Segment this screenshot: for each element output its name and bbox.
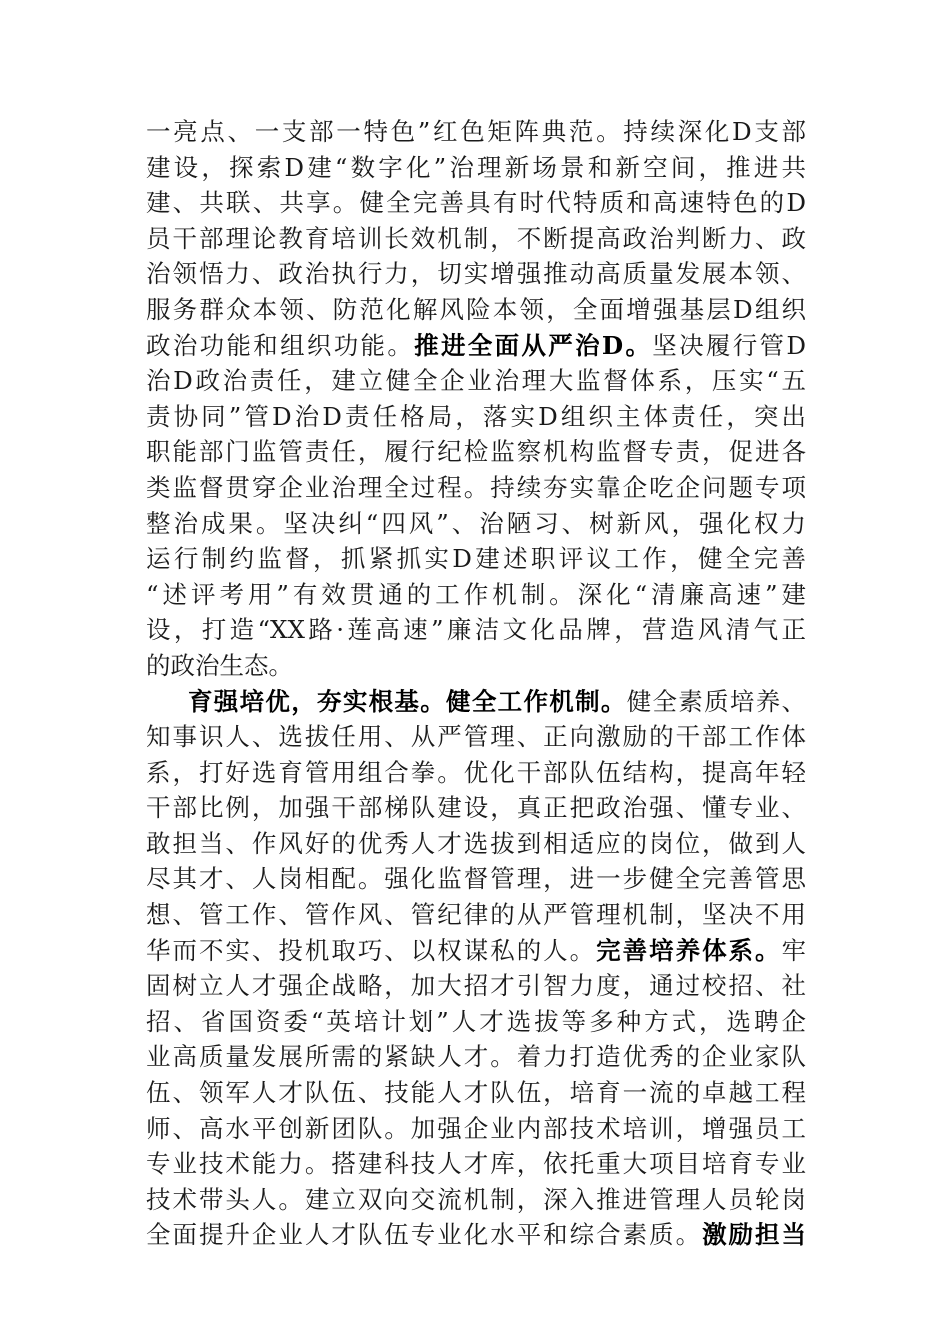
text-line [146,1075,806,1111]
body-text: 固树立人才强企战略，加大招才引智力度，通过校招、社 [146,971,806,1001]
text-line [146,933,806,969]
body-text: 想、管工作、管作风、管纪律的从严管理机制，坚决不用 [146,900,806,930]
body-text: 运行制约监督，抓紧抓实D建述职评议工作，健全完善 [146,544,806,574]
text-line [146,1111,806,1147]
body-text: 业高质量发展所需的紧缺人才。着力打造优秀的企业家队 [146,1042,806,1072]
body-text: 职能部门监管责任，履行纪检监察机构监督专责，促进各 [146,437,806,467]
text-line [146,719,806,755]
body-text: 整治成果。坚决纠“四风”、治陋习、树新风，强化权力 [146,508,806,538]
body-text: 知事识人、选拔任用、从严管理、正向激励的干部工作体 [146,722,806,752]
text-line [146,612,806,648]
body-text: 尽其才、人岗相配。强化监督管理，进一步健全完善管思 [146,864,806,894]
text-line [146,1004,806,1040]
body-text: 师、高水平创新团队。加强企业内部技术培训，增强员工 [146,1113,806,1143]
body-text: 建、共联、共享。健全完善具有时代特质和高速特色的D [146,188,806,218]
body-text: 设，打造“XX路·莲高速”廉洁文化品牌，营造风清气正 [146,615,806,645]
bold-heading: 激励担当 [702,1220,806,1250]
text-line [146,434,806,470]
bold-heading: 推进全面从严治D。 [414,330,653,360]
text-line [146,506,806,542]
text-line [146,363,806,399]
text-line [146,221,806,257]
text-line [146,114,806,150]
text-line [146,790,806,826]
text-line [146,256,806,292]
text-line [146,684,806,720]
body-text: 牢 [781,935,807,965]
body-text: 技术带头人。建立双向交流机制，深入推进管理人员轮岗 [146,1184,806,1214]
text-line [146,861,806,897]
body-text: 一亮点、一支部一特色”红色矩阵典范。持续深化D支部 [146,117,806,146]
text-line [146,541,806,577]
text-line [146,150,806,186]
bold-heading: 完善培养体系。 [596,935,782,965]
body-text: 专业技术能力。搭建科技人才库，依托重大项目培育专业 [146,1149,806,1179]
body-text: 治D政治责任，建立健全企业治理大监督体系，压实“五 [146,366,806,396]
text-line [146,328,806,364]
bold-heading: 健全工作机制。 [446,686,627,716]
body-text: 伍、领军人才队伍、技能人才队伍，培育一流的卓越工程 [146,1078,806,1108]
body-text: 的政治生态。 [146,650,293,680]
body-text: 建设，探索D建“数字化”治理新场景和新空间，推进共 [146,152,806,182]
text-line [146,1182,806,1218]
body-text: 全面提升企业人才队伍专业化水平和综合素质。 [146,1220,703,1250]
text-line [146,1039,806,1075]
text-line [146,1217,806,1253]
text-line [146,577,806,613]
body-text: 治领悟力、政治执行力，切实增强推动高质量发展本领、 [146,259,806,289]
body-text: 坚决履行管D [652,330,806,360]
body-text: 责协同”管D治D责任格局，落实D组织主体责任，突出 [146,401,806,431]
document-body [146,114,806,1253]
body-text: 系，打好选育管用组合拳。优化干部队伍结构，提高年轻 [146,757,806,787]
text-line [146,897,806,933]
text-line [146,185,806,221]
body-text: 类监督贯穿企业治理全过程。持续夯实靠企吃企问题专项 [146,472,806,502]
text-line [146,826,806,862]
body-text: 华而不实、投机取巧、以权谋私的人。 [146,935,597,965]
text-line [146,1146,806,1182]
text-line [146,399,806,435]
text-line [146,648,806,684]
text-line [146,292,806,328]
text-line [146,470,806,506]
body-text: 健全素质培养、 [626,686,807,716]
text-line [146,968,806,1004]
text-line [146,755,806,791]
bold-heading: 育强培优，夯实根基。 [188,686,447,716]
body-text: 招、省国资委“英培计划”人才选拔等多种方式，选聘企 [146,1006,806,1036]
body-text: 干部比例，加强干部梯队建设，真正把政治强、懂专业、 [146,793,806,823]
body-text: 服务群众本领、防范化解风险本领，全面增强基层D组织 [146,294,806,324]
body-text: 政治功能和组织功能。 [146,330,415,360]
body-text: 员干部理论教育培训长效机制，不断提高政治判断力、政 [146,223,806,253]
body-text: 敢担当、作风好的优秀人才选拔到相适应的岗位，做到人 [146,828,806,858]
body-text: “述评考用”有效贯通的工作机制。深化“清廉高速”建 [146,579,806,609]
